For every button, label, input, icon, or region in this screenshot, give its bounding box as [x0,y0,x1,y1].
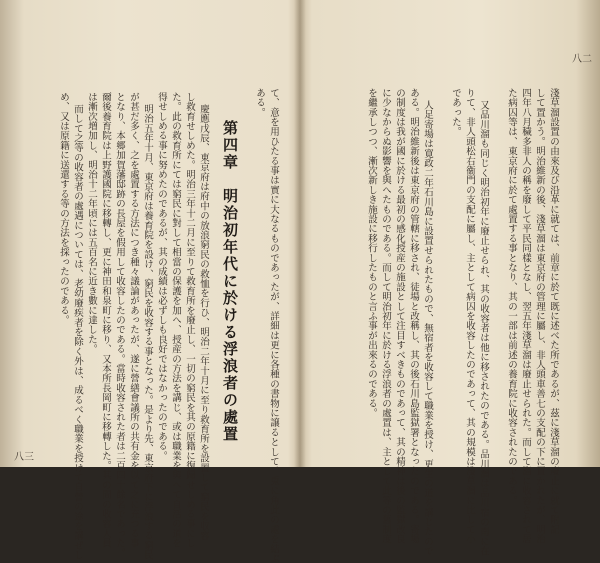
right-column-4: た病囚等は、東京府に於て處置する事となり、其の一部は前述の養育院に收容されたのである。 [506,88,517,506]
left-column-9: が甚だ多く、之を處置する方法につき種々議論があったが、遂に營繕會議所の共有金を以て之に充つる事 [128,92,139,548]
right-column-14: を繼承しつつ、漸次新しき施設に移行したものと言ふ事が出來るのである。 [366,88,377,418]
left-column-6: た。此の救育所にては窮民に對して相當の保護を加へ、授産の方法を講じ、或は職業を與へて自活の道を [170,92,181,548]
right-page [300,0,600,556]
left-column-11: 爾後養育院は上野護國院に移轉し、更に神田和泉町に移り、又本所長岡町に移轉した。其の間の收容人員 [100,92,111,548]
left-page-number: 八三 [14,452,34,463]
left-column-4: 慶應戊辰、東京府は府中の放浪窮民の救恤を行ひ、明治二年十月に至り救育所を設置して窮民を収容 [198,104,209,541]
book-gutter [294,0,306,467]
left-column-12: は漸次増加し、明治十二年頃には五百名に近き數に達した。 [86,92,97,354]
right-column-7: りて、非人頭松右衞門の支配に屬し、主として病囚を收容したのであって、其の規模は淺草溜に比して小 [464,88,475,544]
right-column-13: に少なからぬ影響を與へたものである。而して明治初年に於ける浮浪者の處置は、主として此等の舊制度 [380,88,391,544]
right-column-11: ある。明治維新後は東京府の管轄に移され、徒場と改稱し、其の後石川島監獄署となったのである。寄場 [408,88,419,544]
right-column-2: して置かう。明治維新の後、淺草溜は東京府の管理に屬し、非人頭車善七の支配の下に置かれたが、明治 [534,88,545,544]
left-column-2: ある。 [254,88,265,118]
right-column-8: であった。 [450,88,461,137]
left-column-5: し救育せしめた。明治三年十二月に至りて救育所を廢止し、一切の窮民を其の原籍に復歸せしめる事にし [184,92,195,548]
left-column-7: 得せしめる事に努めたのであるが、其の成績は必ずしも良好ではなかったのである。 [156,92,167,461]
right-column-6: 又品川溜も同じく明治初年に廢止せられ、其の收容者は他に移されたのである。品川溜は品川宿の南に在 [478,100,489,556]
chapter-heading: 第四章 明治初年代に於ける浮浪者の處置 [221,120,239,443]
left-column-8: 明治五年十月、東京府は養育院を設け、窮民を收容する事となった。是より先、東京府下に浮浪する窮民 [142,104,153,560]
right-column-10: 人足寄場は寛政二年石川島に設置せられたもので、無宿者を收容して職業を授け、更生の道を講じたので [422,100,433,556]
right-page-number: 八二 [572,54,592,65]
left-column-13: 而して之等の收容者の處遇については、老幼廢疾者を除く外は、成るべく職業を授けて自營の途を講ぜし [72,104,83,560]
left-column-14: め、又は原籍に送還する等の方法を採ったのである。 [58,92,69,325]
left-column-10: となり、本郷加賀藩邸跡の長屋を假用して收容したのである。當時收容された者は二百四十餘名であった。 [114,92,125,558]
right-column-3: 四年八月穢多非人の稱を廢して平民同樣となし、翌五年淺草溜は廢止せられた。而して溜に收容されて居 [520,88,531,544]
right-column-1: 淺草溜設置の由來及び沿革に就ては、前章に於て既に述べた所であるが、茲に淺草溜の廢止に就て附記 [548,88,559,535]
right-column-12: の制度は我が國に於ける最初の感化授産の施設として注目すべきものであって、其の精神は後の監獄改良 [394,88,405,544]
left-column-1: て、意を用ひたる事は實に大なるものであったが、詳細は更に各種の書物に譲るとして、兎に角此の處を結ぶ [268,88,279,563]
